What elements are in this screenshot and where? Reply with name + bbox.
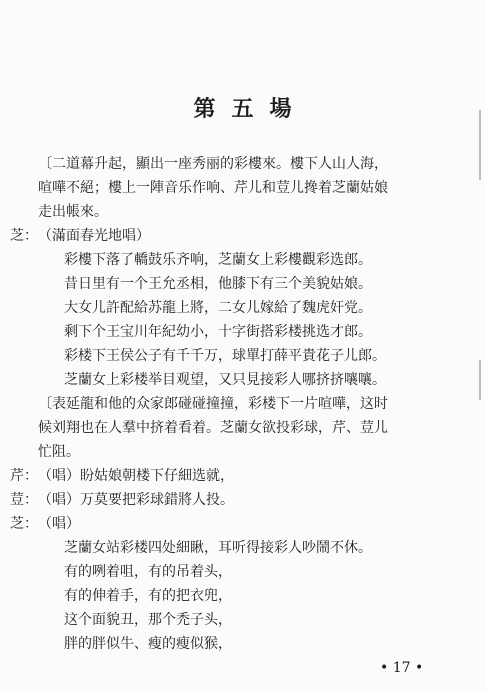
line-text: 〔二道幕升起，顯出一座秀丽的彩樓來。樓下人山人海， [38, 156, 388, 172]
script-line [0, 248, 485, 272]
line-text: 候刘翔也在人羣中挤着看着。芝蘭女欲投彩球，芹、荳儿 [38, 420, 388, 436]
line-text: （唱） [38, 516, 80, 532]
script-line [0, 536, 485, 560]
script-line [0, 224, 485, 248]
script-line [0, 560, 485, 584]
line-text: （滿面春光地唱） [38, 228, 150, 244]
speaker-label: 荳： [10, 492, 38, 508]
line-text: 昔日里有一个王允丞相，他膝下有三个美貌姑娘。 [64, 276, 372, 292]
line-text: 彩樓下落了轎鼓乐齐响，芝蘭女上彩樓觀彩选郎。 [64, 252, 372, 268]
script-line [0, 296, 485, 320]
line-text: 这个面貌丑，那个禿子头， [64, 612, 232, 628]
script-line [0, 464, 485, 488]
line-text: 〔表延龍和他的众家郎碰碰撞撞，彩楼下一片喧嘩，这时 [38, 396, 388, 412]
line-text: 走出帳來。 [38, 204, 108, 220]
line-text: 大女儿許配給苏龍上將，二女儿嫁給了魏虎奸党。 [64, 300, 372, 316]
page-number: • 17 • [380, 660, 424, 676]
line-text: 有的咧着咀，有的吊着头， [64, 564, 232, 580]
line-text: （唱）万莫要把彩球錯將人投。 [38, 492, 234, 508]
script-line [0, 584, 485, 608]
speaker-label: 芝： [10, 228, 38, 244]
line-text: 有的伸着手，有的把衣兜， [64, 588, 232, 604]
script-line [0, 152, 485, 176]
line-text: 芝蘭女站彩楼四处細瞅，耳听得接彩人吵鬧不休。 [64, 540, 372, 556]
script-line [0, 320, 485, 344]
line-text: 彩楼下王侯公子有千千万，球單打薛平貴花子儿郎。 [64, 348, 386, 364]
script-line [0, 608, 485, 632]
line-text: 忙阻。 [38, 444, 80, 460]
script-line [0, 176, 485, 200]
script-line [0, 368, 485, 392]
line-text: （唱）盼姑娘朝楼下仔細选就， [38, 468, 234, 484]
scene-title: 第五場 [193, 96, 308, 122]
line-text: 喧嘩不絕；樓上一陣音乐作响、芹儿和荳儿搀着芝蘭姑娘 [38, 180, 388, 196]
script-line [0, 632, 485, 656]
script-line [0, 512, 485, 536]
script-line [0, 440, 485, 464]
speaker-label: 芝： [10, 516, 38, 532]
script-line [0, 200, 485, 224]
script-line [0, 344, 485, 368]
speaker-label: 芹： [10, 468, 38, 484]
line-text: 剩下个王宝川年紀幼小，十字街搭彩楼挑选才郎。 [64, 324, 372, 340]
script-line [0, 272, 485, 296]
line-text: 芝蘭女上彩楼举目观望，又只見接彩人哪挤挤嚷嚷。 [64, 372, 386, 388]
script-line [0, 392, 485, 416]
script-line [0, 416, 485, 440]
script-line [0, 488, 485, 512]
line-text: 胖的胖似牛、瘦的瘦似猴， [64, 636, 232, 652]
